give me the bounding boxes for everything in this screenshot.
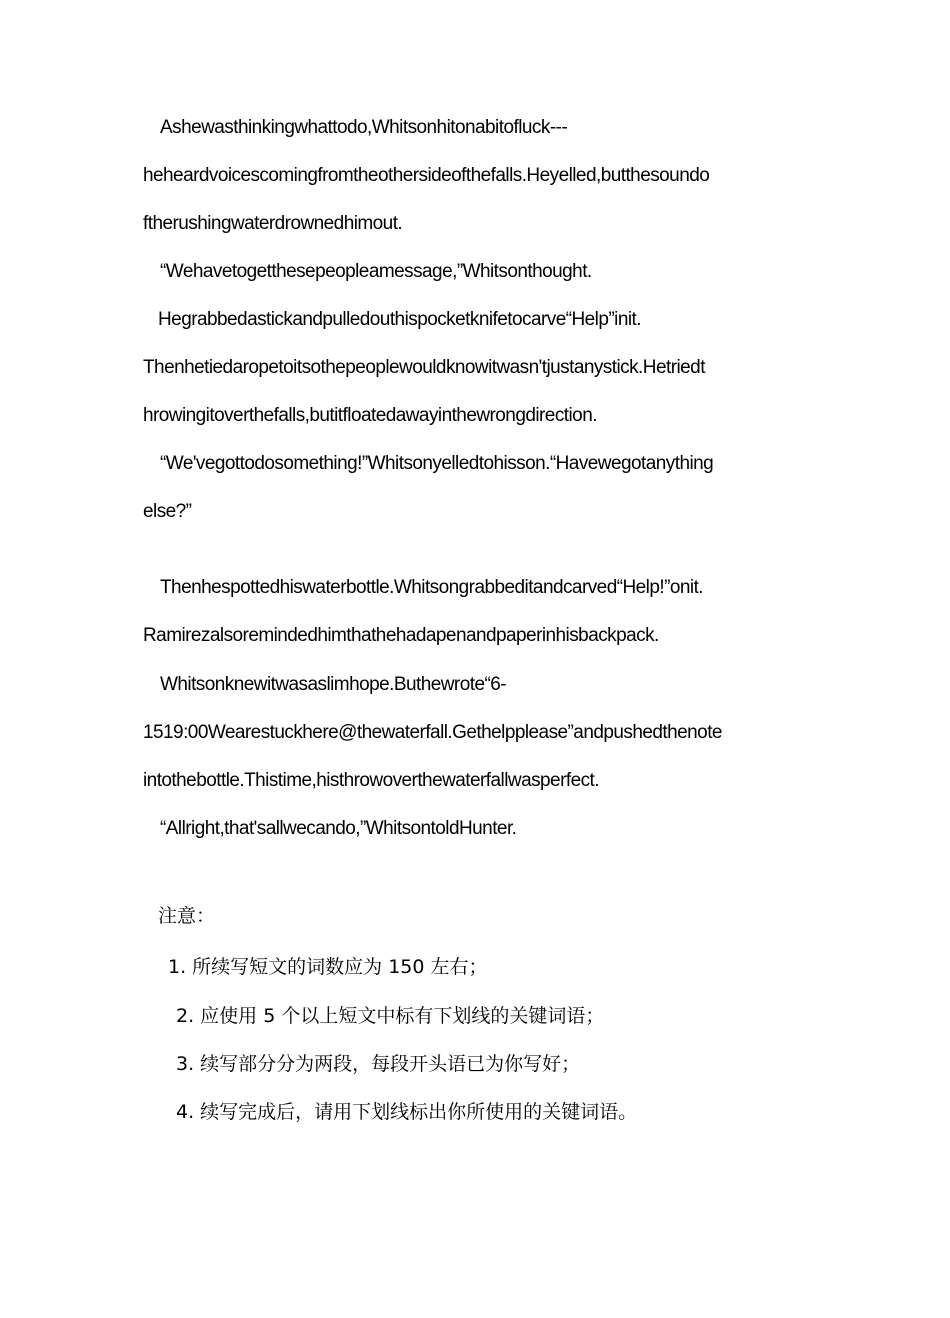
story-line-13: 1519:00Wearestuckhere@thewaterfall.Gethelpplease”andpushedthenote — [143, 722, 722, 743]
story-line-1: Ashewasthinkingwhattodo,Whitsonhitonabitofluck--- — [160, 117, 568, 138]
story-line-3: ftherushingwaterdrownedhimout. — [143, 213, 403, 234]
story-line-10: Thenhespottedhiswaterbottle.Whitsongrabbeditandcarved“Help!”onit. — [160, 577, 704, 598]
notes-heading: 注意： — [158, 905, 216, 927]
story-line-2: heheardvoicescomingfromtheothersideofthefalls.Heyelled,butthesoundo — [143, 165, 710, 186]
note-item-4: 4. 续写完成后，请用下划线标出你所使用的关键词语。 — [176, 1101, 638, 1123]
story-line-12: Whitsonknewitwasaslimhope.Buthewrote“6- — [160, 674, 507, 695]
note-item-3: 3. 续写部分分为两段，每段开头语已为你写好； — [176, 1053, 581, 1075]
story-line-4: “Wehavetogetthesepeopleamessage,”Whitsonthought. — [160, 261, 592, 282]
story-line-8: “We'vegottodosomething!”Whitsonyelledtohisson.“Havewegotanything — [160, 453, 714, 474]
story-line-15: “Allright,that'sallwecando,”WhitsontoldHunter. — [160, 818, 517, 839]
story-line-14: intothebottle.Thistime,histhrowoverthewaterfallwasperfect. — [143, 770, 599, 791]
note-item-2: 2. 应使用 5 个以上短文中标有下划线的关键词语； — [176, 1005, 605, 1027]
story-line-11: Ramirezalsoremindedhimthathehadapenandpaperinhisbackpack. — [143, 625, 659, 646]
story-line-6: Thenhetiedaropetoitsothepeoplewouldknowitwasn'tjustanystick.Hetriedt — [143, 357, 705, 378]
note-item-1: 1. 所续写短文的词数应为 150 左右； — [168, 956, 488, 978]
story-line-9: else?” — [143, 501, 192, 522]
story-line-5: Hegrabbedastickandpulledouthispocketknifetocarve“Help”init. — [158, 309, 641, 330]
story-line-7: hrowingitoverthefalls,butitfloatedawayinthewrongdirection. — [143, 405, 597, 426]
